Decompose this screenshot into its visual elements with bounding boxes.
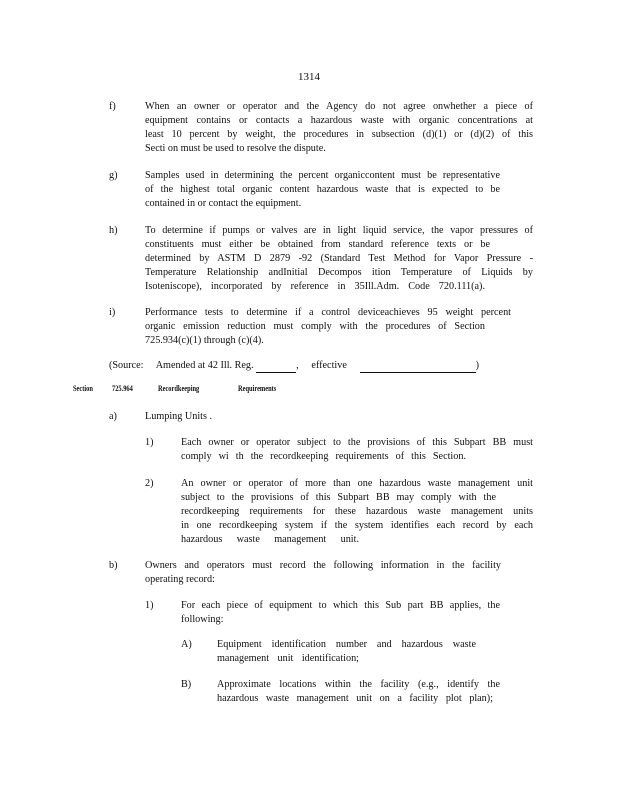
text-line: Approximate locations within the facility (e.g., identify the [217,679,500,690]
section-title-word1: Recordkeeping [158,384,200,393]
text-line: Equipment identification number and hazardous waste [217,639,476,650]
item-a-title: Lumping Units . [145,411,213,422]
text-line: Temperature Relationship andInitial Decompos ition Temperature of Liquids by [145,267,533,278]
section-number: 725.964 [112,384,133,393]
text-line: 725.934(c)(1) through (c)(4). [145,335,264,346]
item-a2-label: 2) [145,478,154,489]
text-line: hazardous waste management unit. [181,534,359,545]
item-b1-label: 1) [145,600,154,611]
text-line: least 10 percent by weight, the procedures in subsection (d)(1) or (d)(2) of this [145,129,533,140]
text-line: Owners and operators must record the following information in the facility [145,560,501,571]
text-line: of the highest total organic content hazardous waste that is expected to be [145,184,500,195]
text-line: contained in or contact the equipment. [145,198,302,209]
item-b-text [145,559,501,587]
item-i-text [145,306,511,348]
text-line: constituents must either be obtained from standard reference texts or be [145,239,490,250]
text-line: recordkeeping requirements for these hazardous waste management units [181,506,533,517]
text-line: determined by ASTM D 2879 -92 (Standard Test Method for Vapor Pressure - [145,253,533,264]
item-bA-label: A) [181,639,192,650]
text-line: operating record: [145,574,215,585]
source-prefix: (Source: [109,360,144,371]
item-h-text [145,224,533,294]
item-f-label: f) [109,101,116,112]
item-b-label: b) [109,560,118,571]
section-word: Section [73,384,93,393]
text-line: hazardous waste management unit on a facility plot plan); [217,693,493,704]
text-line: management unit identification; [217,653,359,664]
item-f-text [145,100,533,156]
source-close: ) [475,360,479,371]
item-bB-text [217,678,500,706]
effective-date-blank [360,358,476,373]
item-g-label: g) [109,170,118,181]
text-line: Performance tests to determine if a control deviceachieves 95 weight percent [145,307,511,318]
item-bB-label: B) [181,679,192,690]
item-b1-text [181,599,500,627]
text-line: An owner or operator of more than one hazardous waste management unit [181,478,533,489]
item-i-label: i) [109,307,116,318]
text-line: For each piece of equipment to which this Sub part BB applies, the [181,600,500,611]
item-g-text [145,169,500,211]
text-line: in one recordkeeping system if the system identifies each record by each [181,520,533,531]
item-a2-text [181,477,533,547]
text-line: Isoteniscope), incorporated by reference in 35Ill.Adm. Code 720.111(a). [145,281,485,292]
text-line: To determine if pumps or valves are in light liquid service, the vapor pressures of [145,225,533,236]
section-title-word2: Requirements [238,384,277,393]
source-comma: , [296,360,299,371]
source-effective: effective [311,360,347,371]
page-number: 1314 [298,71,320,83]
source-amended: Amended at 42 Ill. Reg. [155,360,254,371]
source-note [109,358,479,373]
text-line: comply wi th the recordkeeping requirements of this Section. [181,451,466,462]
text-line: When an owner or operator and the Agency do not agree onwhether a piece of [145,101,533,112]
item-a-label: a) [109,411,117,422]
item-a1-text [181,436,533,464]
text-line: subject to the provisions of this Subpart BB may comply with the [181,492,496,503]
text-line: Each owner or operator subject to the provisions of this Subpart BB must [181,437,533,448]
text-line: equipment contains or contacts a hazardous waste with organic concentrations at [145,115,533,126]
text-line: Secti on must be used to resolve the dispute. [145,143,326,154]
register-blank [256,358,296,373]
item-a1-label: 1) [145,437,154,448]
text-line: Samples used in determining the percent organiccontent must be representative [145,170,500,181]
item-h-label: h) [109,225,118,236]
item-bA-text [217,638,476,666]
text-line: following: [181,614,224,625]
text-line: organic emission reduction must comply with the procedures of Section [145,321,485,332]
